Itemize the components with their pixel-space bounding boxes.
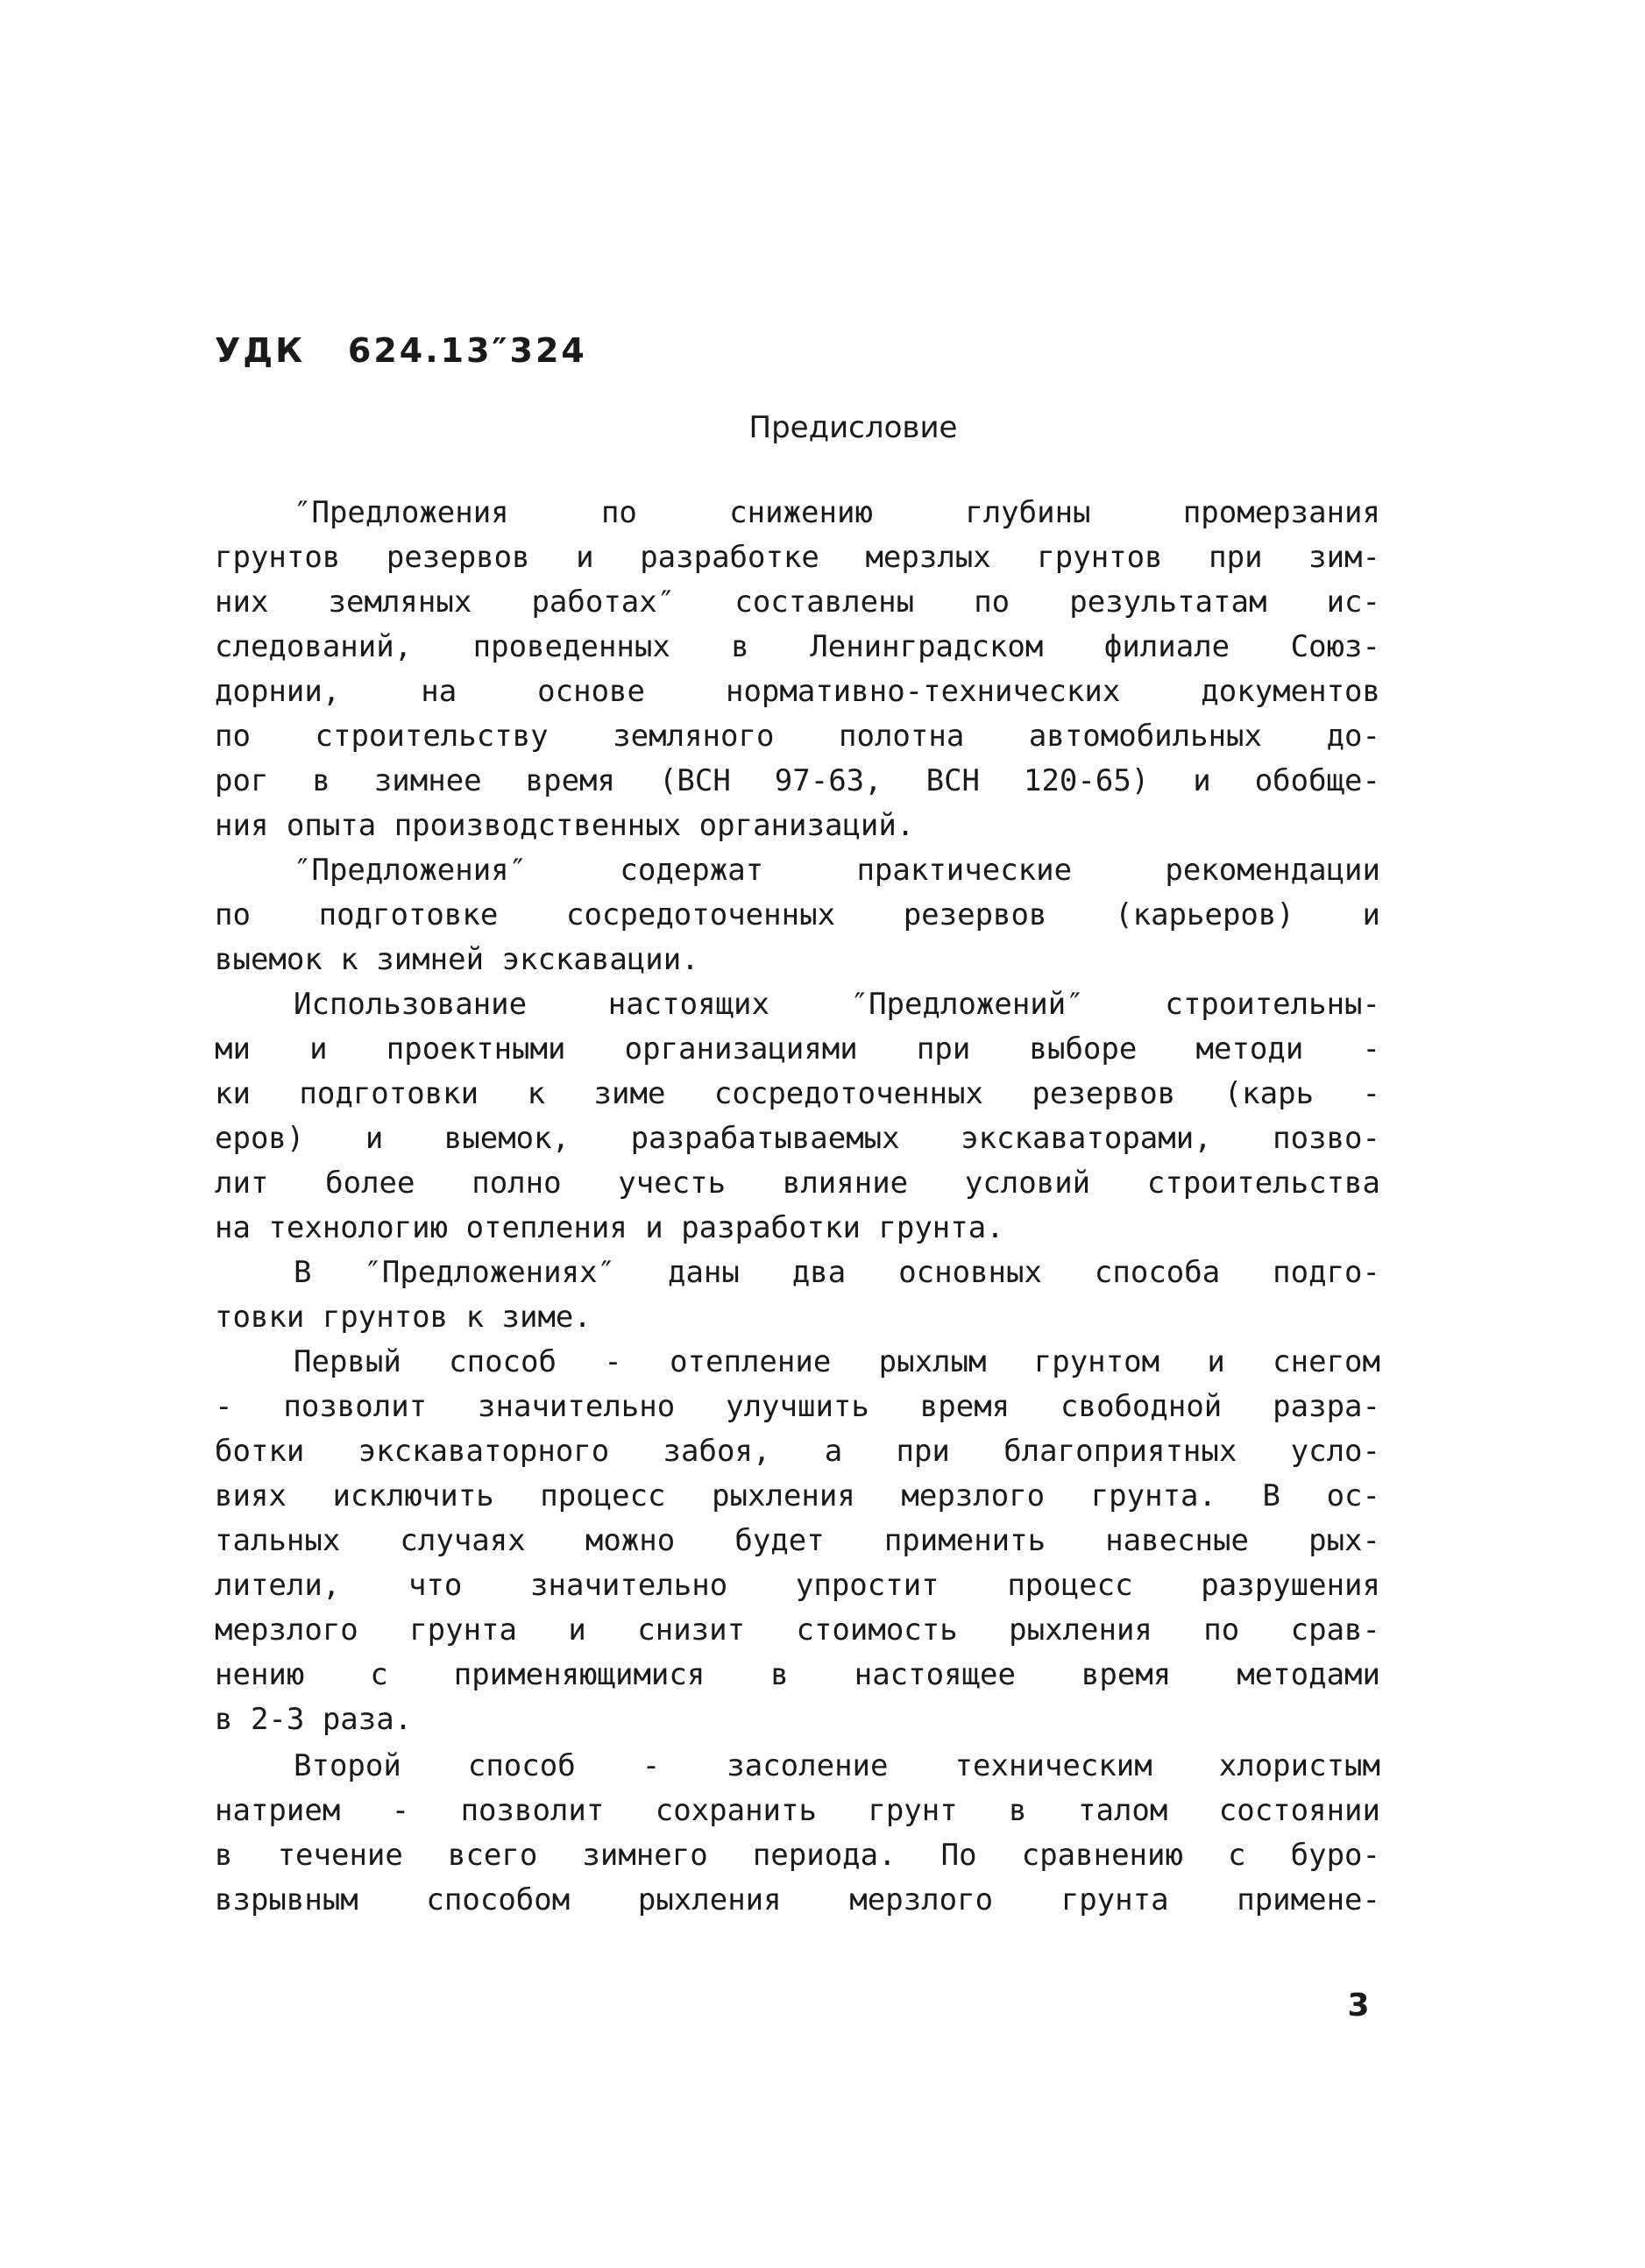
text-line: Первый способ - отепление рыхлым грунтом и снегом xyxy=(294,1344,1380,1379)
text-line: В ″Предложениях″ даны два основных способа подго- xyxy=(294,1255,1380,1290)
text-line: на технологию отепления и разработки грунта. xyxy=(215,1210,1004,1245)
text-line: в 2-3 раза. xyxy=(215,1702,413,1737)
text-line: ботки экскаваторного забоя, а при благоприятных усло- xyxy=(215,1434,1380,1469)
page-number: 3 xyxy=(1347,1988,1370,2023)
paragraph-3 xyxy=(215,982,1380,1251)
text-line: еров) и выемок, разрабатываемых экскаваторами, позво- xyxy=(215,1121,1380,1156)
text-line: дорнии, на основе нормативно-технических документов xyxy=(215,674,1380,709)
text-line: следований, проведенных в Ленинградском филиале Союз- xyxy=(215,629,1380,664)
text-line: Использование настоящих ″Предложений″ строительны- xyxy=(294,987,1380,1022)
text-line: рог в зимнее время (ВСН 97-63, ВСН 120-65) и обобще- xyxy=(215,763,1380,798)
text-line: ки подготовки к зиме сосредоточенных резервов (карь - xyxy=(215,1076,1380,1111)
text-line: товки грунтов к зиме. xyxy=(215,1300,592,1335)
text-line: ″Предложения по снижению глубины промерзания xyxy=(294,495,1380,530)
paragraph-5 xyxy=(215,1340,1380,1742)
udk-code: УДК 624.13″324 xyxy=(215,331,587,370)
text-line: ния опыта производственных организаций. xyxy=(215,808,915,843)
paragraph-2 xyxy=(215,848,1380,982)
text-line: них земляных работах″ составлены по результатам ис- xyxy=(215,585,1380,620)
text-line: натрием - позволит сохранить грунт в талом состоянии xyxy=(215,1793,1380,1828)
text-line: взрывным способом рыхления мерзлого грунта примене- xyxy=(215,1882,1380,1917)
text-line: по строительству земляного полотна автомобильных до- xyxy=(215,719,1380,754)
text-line: тальных случаях можно будет применить навесные рых- xyxy=(215,1523,1380,1558)
text-line: ″Предложения″ содержат практические рекомендации xyxy=(294,853,1380,888)
text-line: ми и проектными организациями при выборе методи - xyxy=(215,1031,1380,1067)
paragraph-1 xyxy=(215,491,1380,848)
page-title: Предисловие xyxy=(748,410,958,445)
text-line: по подготовке сосредоточенных резервов (карьеров) и xyxy=(215,897,1380,932)
text-line: грунтов резервов и разработке мерзлых грунтов при зим- xyxy=(215,540,1380,575)
text-line: выемок к зимней экскавации. xyxy=(215,942,699,977)
paragraph-4 xyxy=(215,1251,1380,1340)
paragraph-6 xyxy=(215,1744,1380,1923)
text-line: лит более полно учесть влияние условий строительства xyxy=(215,1166,1380,1201)
text-line: лители, что значительно упростит процесс разрушения xyxy=(215,1568,1380,1603)
text-line: нению с применяющимися в настоящее время методами xyxy=(215,1657,1380,1692)
text-line: - позволит значительно улучшить время свободной разра- xyxy=(215,1389,1380,1424)
text-line: Второй способ - засоление техническим хлористым xyxy=(294,1748,1380,1783)
text-line: мерзлого грунта и снизит стоимость рыхления по срав- xyxy=(215,1612,1380,1648)
text-line: виях исключить процесс рыхления мерзлого грунта. В ос- xyxy=(215,1478,1380,1513)
text-line: в течение всего зимнего периода. По сравнению с буро- xyxy=(215,1838,1380,1873)
